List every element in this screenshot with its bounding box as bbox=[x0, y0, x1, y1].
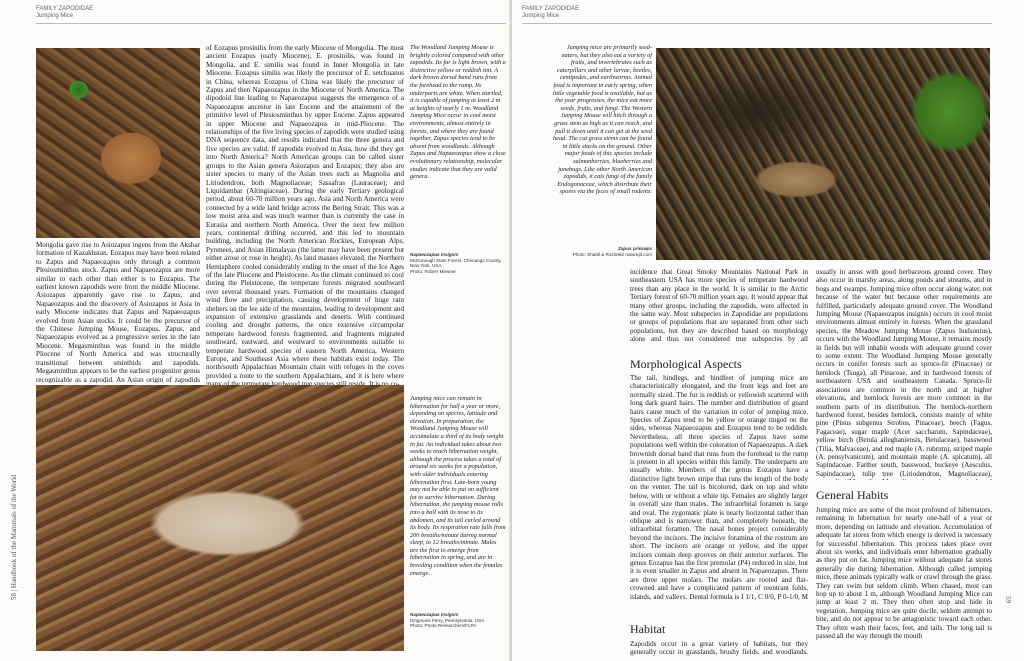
right-caption-top: Jumping mice are primarily seed-eaters, but they also eat a variety of fruits, and invertebrates such as caterpillars and other larvae, beetles, centipedes, and earthworms. Animal food is important in early spring, when little vegetable food is available, but as the year progresses, the mice eat more seeds, fruits, and fungi. The Western Jumping Mouse will hitch through a grass stem as high as it can reach, and pull it down until it can get at the seed head. The cut grass stems can be found in little stacks on the ground. Other major foods of this species include salmonberries, blueberries and junebugs. Like other North American zapodids, it eats fungi of the family Endogonaceae, which distribute their spores via the feces of small rodents. bbox=[552, 44, 652, 196]
heading-habitat: Habitat bbox=[630, 622, 666, 636]
left-column-bottom-text: Mongolia gave rise to Asiozapus ingens from the Akshar formation of Kazakhstan. Eozapus may have been related to Zapus and Napaeozapus only through a common Plesiosminthus stock. Zapus and Napaeozapus are more similar to each other than either is to Eozapus. The earliest known zapodids were from the middle Miocene. Asiozapus apparently gave rise to Zapus, and Napaeozapus and the discovery of Asiozapus in Asia in early Miocene indicates that Zapus and Napaeozapus evolved from Asian stocks. It could be the precursor of the Chinese Jumping Mouse, Eozapus, Zapus, and Napaeozapus evolved as a progressive series in the late Miocene. Megasminthus was found in the middle Pliocene of North America and was structurally transitional between sminthids and zapodids. Megasminthus appears to be the earliest progenitor genus recognizable as a zapodid. An Asian origin of zapodids bbox=[36, 241, 200, 383]
western-jumping-mouse-photo bbox=[656, 48, 990, 260]
credit-top-species: Napaeozapus insignis bbox=[410, 252, 459, 257]
credit-bottom-photo: Photo: Photo Researchers/FLPA bbox=[410, 623, 477, 629]
left-caption-bottom: Jumping mice can remain in hibernation for half a year or more, depending on species, latitude and elevation. In preparation, the Woodland Jumping Mouse will accumulate a third of its body weight in fat. An individual takes about two weeks to reach hibernation weight, although the process takes a total of around six weeks for a population, with older individuals entering hibernation first. Late-born young may not be able to put on sufficient fat to survive hibernation. During hibernation, the jumping mouse rolls into a ball with its nose to its abdomen, and its tail curled around its body. Its respiration rate falls from 200 breaths/minute during normal sleep, to 12 breaths/minute. Males are the first to emerge from hibernation in spring, and are in breeding condition when the females emerge. bbox=[410, 395, 506, 577]
right-header-rule bbox=[522, 23, 992, 24]
right-page bbox=[512, 0, 1024, 661]
left-photo-credit-top bbox=[410, 252, 506, 274]
credit-bottom-species: Napaeozapus insignis bbox=[410, 612, 459, 617]
credit-top-location: McDonough State Forest, Chenango County, New York, USA. bbox=[410, 257, 502, 269]
right-col2-general-habits: Jumping mice are some of the most profound of hibernators, remaining in hibernation for nearly one-half of a year or more, depending on latitude and elevation. Accumulation of adequate fat stores from which energy is derived is necessary for successful hibernation. This process takes place over about six weeks, and individuals enter hibernation gradually as they put on fat. Jumping mice without adequate fat stores generally die during hibernation. Although called jumping mice, these animals typically walk or crawl through the grass. They can swim but seldom climb. When chased, most can hop up to about 1 m, although Woodland Jumping Mice can jump at least 2 m. They then often stop and hide in vegetation. Jumping mice are quite docile, seldom attempt to bite, and do not appear to be antagonistic toward each other. They often wash their faces, feet, and tails. The long tail is passed all the way through the mouth bbox=[816, 506, 992, 641]
right-col1-morphology: The tail, hindlegs, and hindfeet of jumping mice are characteristically elongated, and the front legs and feet are normally sized. The fur is reddish or yellowish scattered with long dark guard hairs. The number and distribution of guard hairs cause much of the variation in color of jumping mice. Species of Zapus tend to be yellow or orange tinged on the sides, whereas Napaeozapus and Eozapus tend to be reddish. Nevertheless, all three species of Zapus have some populations well within the coloration of Napaeozapus. A dark brownish dorsal band that runs from the forehead to the rump is present in all species within this family. The underparts are usually white. Members of the genus Eozapus have a distinctive light brown stripe that runs the length of the body on the venter. The tail is bicolored, dark on top and white below, with or without a white tip. Females are slightly larger in overall size than males. The infraorbital foramen is large and oval. The zygomatic plate is nearly horizontal rather than oblique and is narrower than, and completely beneath, the infraorbital foramen. The nasal bones project considerably beyond the incisors. The incisive foramina of the rostrum are short. The incisors are orange or yellow, and the upper incisors contain deep grooves on their anterior surfaces. The genus Eozapus has the first premolar (P4) reduced in size, but it is even smaller in Zapus and absent in Napaeozapus. There are three upper molars. The molars are rooted and flat-crowned and have a complicated pattern of reentrant folds, islands, and valleys. Dental formula is I 1/1, C 0/0, P 0-1/0, M bbox=[630, 374, 808, 600]
right-running-header bbox=[522, 6, 579, 20]
left-header-rule bbox=[36, 23, 506, 24]
right-header-family: FAMILY ZAPODIDAE bbox=[522, 6, 580, 12]
right-col2-top: usually in areas with good herbaceous ground cover. They also occur in marshy areas, along ponds and streams, and in bogs and swamps. Jumping mice often occur along water, not because of the water but because other requirements are fulfilled, particularly adequate ground cover. The Woodland Jumping Mouse (Napaeozapus insignis) occurs in cool moist environments almost entirely in forests. When the grassland species, the Meadow Jumping Mouse (Zapus hudsonius), occurs with the Woodland Jumping Mouse, it remains mostly in fields but will inhabit woods with adequate ground cover to some extent. The Woodland Jumping Mouse generally occurs in conifer forests such as spruce-fir (Pinaceae) or hemlock (Tsuga), all Pinaceae, and in hardwood forests of northeastern USA and southeastern Canada. Spruce-fir associations are common in the north and at higher elevations, and hemlock forests are more common in the southern parts of its distribution. The hemlock-northern hardwood forest, besides hemlock, consists mainly of white pine (Pinus subgenus Strobus, Pinaceae), beech (Fagus, Fagaceae), sugar maple (Acer saccharum, Sapindaceae), yellow birch (Betula alleghaniensis, Betulaceae), basswood (Tilia, Malvaceae), and red maple (A. rubrum), striped maple (A. pensylvanicum), and mountain maple (A. spicatum), all Sapindaceae. Farther south, basswood, buckeye (Aesculus, Sapindaceae), tulip tree (Liriodendron, Magnoliaceae), bbox=[816, 268, 992, 478]
heading-general-habits: General Habits bbox=[816, 488, 889, 502]
right-credit-species: Zapus princeps bbox=[618, 246, 652, 251]
left-folio-sidebar: 58 | Handbook of the Mammals of the World bbox=[10, 474, 18, 600]
heading-morphological-aspects: Morphological Aspects bbox=[630, 357, 742, 371]
left-photo-credit-bottom bbox=[410, 612, 506, 629]
right-photo-credit bbox=[572, 246, 652, 257]
left-header-family: FAMILY ZAPODIDAE bbox=[36, 6, 94, 12]
right-col1-habitat: Zapodids occur in a great variety of habitats, but they generally occur in grasslands, brushy fields, and woodlands. bbox=[630, 640, 808, 657]
left-caption-top: The Woodland Jumping Mouse is brightly colored compared with other zapodids. Its fur is light brown, with a distinctive yellow or reddish tint. A dark brown dorsal band runs from the forehead to the rump. Its underparts are white. When startled, it is capable of jumping at least 2 m at heights of nearly 1 m. Woodland Jumping Mice occur in cool moist environments, almost entirely in forests, and where they are found together, Zapus species tend to be absent from woodlands. Although Zapus and Napaeozapus show a close evolutionary relationship, molecular studies indicate that they are valid genera. bbox=[410, 44, 506, 181]
right-col1-intro: incidence that Great Smoky Mountains National Park in southeastern USA has more species of temperate hardwood trees than any place in the world. It is similar to the Arctic Tertiary forest of 60-70 million years ago. It would appear that many other groups, including the zapodids, were affected in the same way. Most subspecies in Zapodidae are populations or groups of populations that are separated from other such populations, but they are described based on morphology alone and thus not considered true subspecies by all bbox=[630, 268, 808, 344]
right-credit-photo: Photo: Shattil & Rozinski/ naturepl.com bbox=[572, 251, 652, 257]
left-column-top-text: of Eozapus prosinilis from the early Miocene of Mongolia. The most ancient Eozapus (early Miocene), E. prosinilis, was found in Mongolia, and E. similis was found in Inner Mongolia in late Miocene. Eozapus similis was likely the precursor of E. setchuanus in China, whereas Eozapus of China was likely the precursor of Zapus and then Napaeozapus in the Miocene of North America. The dipodoid line leading to Napaeozapus suggests the emergence of a Napaeozapus ancestor in late Eocene and the attainment of the primitive level of Plesiosminthus by upper Eocene. Zapus appeared in upper Miocene and Napaeozapus in mid-Pliocene. The relationships of the five living species of zapodids were studied using DNA sequence data, and results indicated that the three genera and five species are valid. If zapodids evolved in Asia, how did they get into North America? North American groups can be called sister groups to the Asian genera Asiozapus and Eozapus; they also are sister species to many of the Asian trees such as Magnolia and Liriodendron, both Magnoliaceae; Sassafras (Lauraceae); and Liquidambar (Altingiaceae). During the early Tertiary geological period, about 60-70 million years ago, Asia and North America were connected by a wide land bridge across the Bering Strait. This was a low moist area and was much warmer than is currently the case in Eurasia and northern North America. Over the next few million years, continental drifting occurred, and this led to mountain building, including the North American Rockies, European Alps, Pyrenees, and Asian Himalayas (the latter may have been present but either arose or rose in height). As land masses elevated, the Northern Hemisphere cooled considerably ending in the onset of the Ice Ages of the late Pliocene and Pleistocene. As the climate continued to cool during the Pleistocene, the temperate forests migrated southward over several thousand years. Formation of the mountains changed wind flow and precipitation, causing development of huge rain shelters on the lee side of the mountains, leading to development and expansion of extensive grasslands and deserts. With continued cooling and drought patterns, the once extensive circumpolar temperate hardwood forests fragmented, and fragments migrated southward, eastward, and westward to environments suitable to temperate hardwood species of eastern North America, Western Europe, and Southeast Asia where these habitats exist today. The north/south Appalachian Mountain chain with refuges in the coves provided a route to the southern Appalachians, and it is here where bbox=[206, 44, 404, 380]
right-folio: 59 bbox=[1004, 596, 1012, 603]
right-header-subtitle: Jumping Mice bbox=[522, 13, 560, 19]
hibernating-mouse-photo bbox=[36, 385, 404, 651]
credit-top-photo: Photo: Robert Miesner bbox=[410, 268, 456, 274]
credit-bottom-location: Dingmans Ferry, Pennsylvania, USA. bbox=[410, 617, 486, 623]
woodland-jumping-mouse-photo bbox=[36, 48, 200, 238]
left-running-header bbox=[36, 6, 93, 20]
left-header-subtitle: Jumping Mice bbox=[36, 13, 74, 19]
